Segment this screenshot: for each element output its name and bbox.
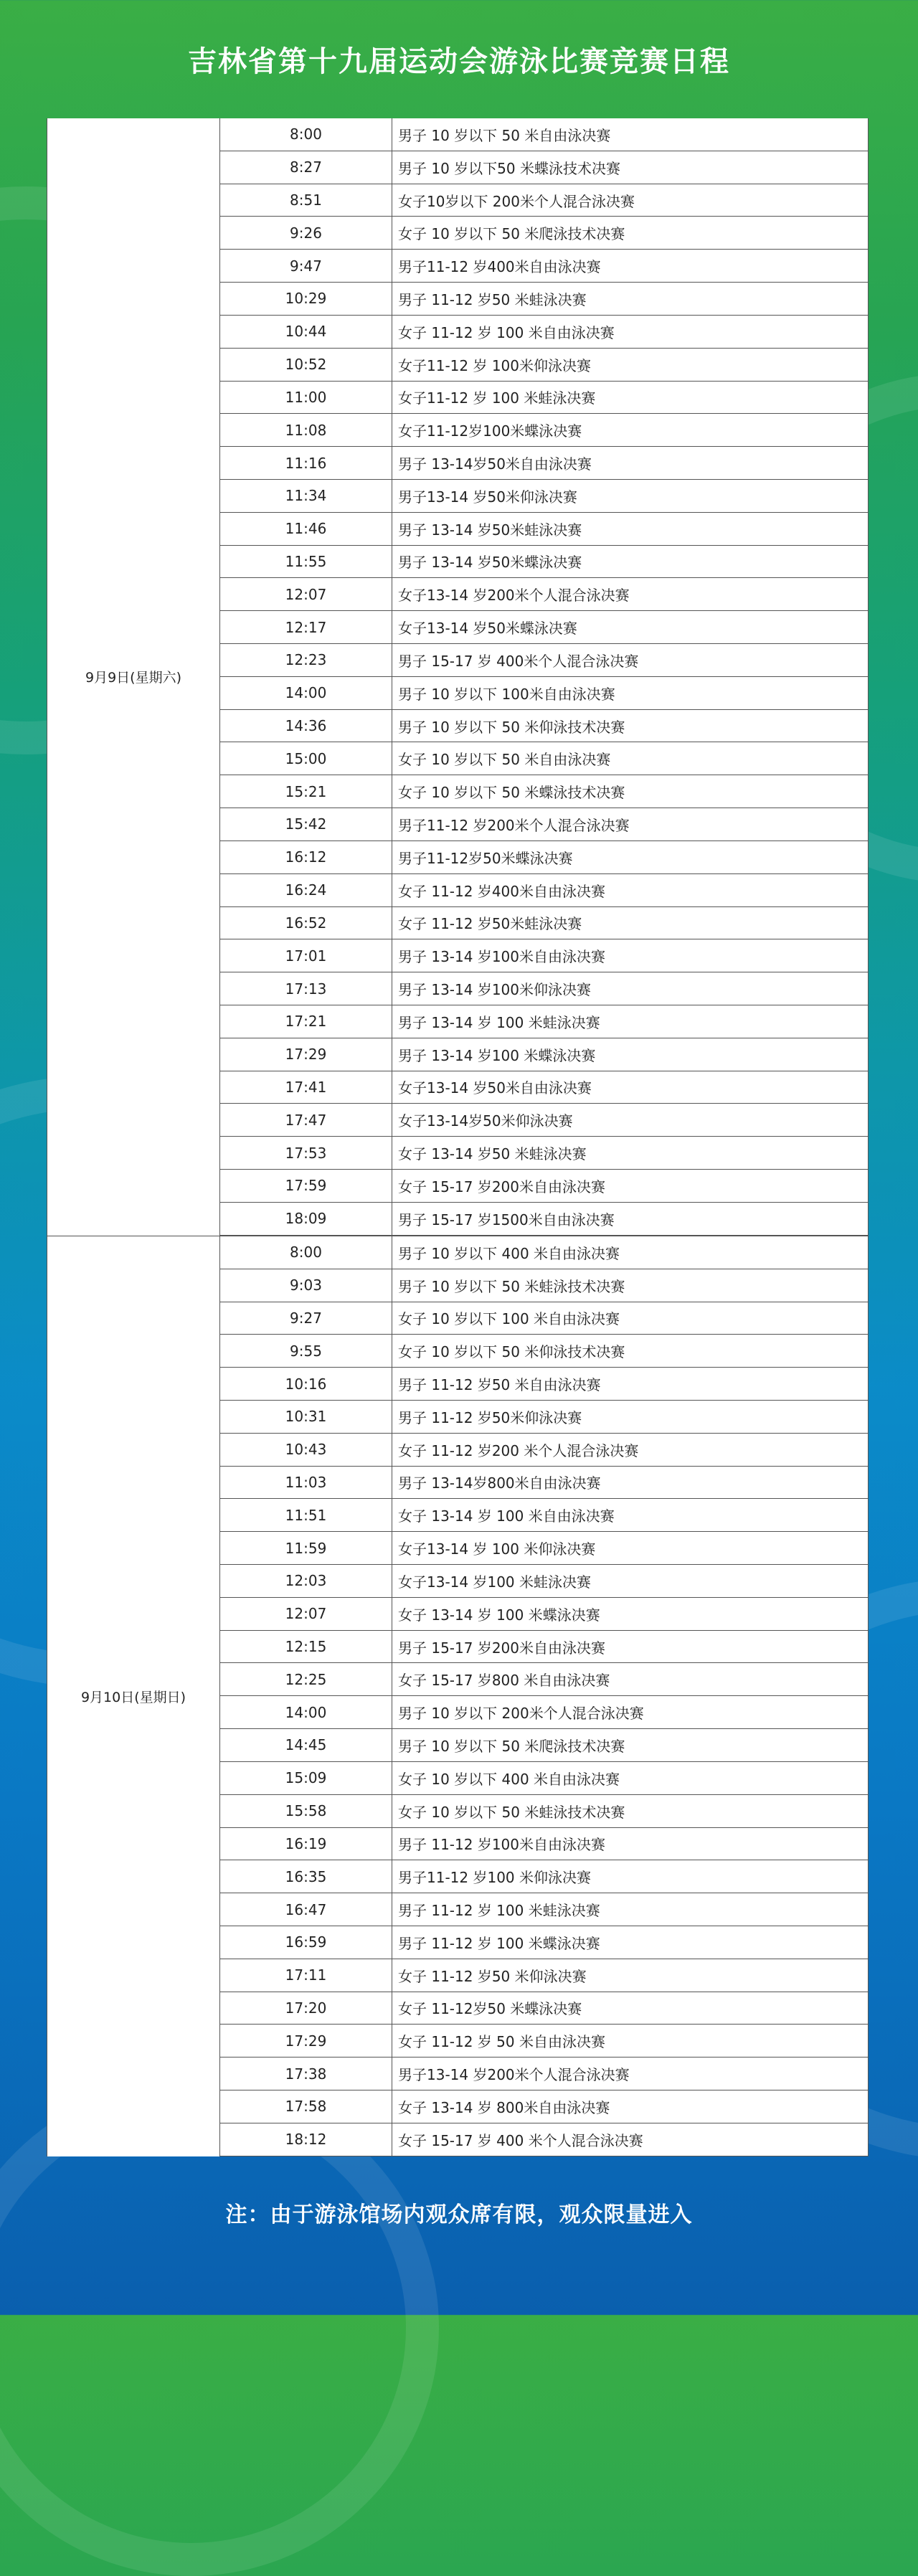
time-cell: 11:55 xyxy=(220,546,392,578)
table-row xyxy=(220,1499,869,1532)
time-cell: 11:16 xyxy=(220,447,392,479)
time-cell: 8:00 xyxy=(220,1236,392,1269)
event-cell: 女子 15-17 岁200米自由泳决赛 xyxy=(392,1170,869,1202)
time-cell: 9:03 xyxy=(220,1269,392,1302)
table-row xyxy=(220,1302,869,1335)
time-cell: 10:31 xyxy=(220,1401,392,1433)
event-cell: 男子 13-14岁50米自由泳决赛 xyxy=(392,447,869,479)
event-cell: 女子 15-17 岁 400 米个人混合泳决赛 xyxy=(392,2123,869,2156)
day-block-sep-9 xyxy=(47,118,869,1236)
event-cell: 男子 11-12 岁50米仰泳决赛 xyxy=(392,1401,869,1433)
time-cell: 17:29 xyxy=(220,1038,392,1071)
time-cell: 14:45 xyxy=(220,1729,392,1761)
event-cell: 女子11-12 岁 100米仰泳决赛 xyxy=(392,349,869,381)
time-cell: 15:21 xyxy=(220,775,392,808)
table-row xyxy=(220,2123,869,2156)
time-cell: 11:08 xyxy=(220,414,392,446)
schedule-table xyxy=(47,118,869,2156)
day-label: 9月10日(星期日) xyxy=(47,1236,220,2156)
table-row xyxy=(220,283,869,316)
table-row xyxy=(220,1795,869,1828)
time-cell: 14:36 xyxy=(220,710,392,742)
table-row xyxy=(220,414,869,447)
event-cell: 女子11-12岁100米蝶泳决赛 xyxy=(392,414,869,446)
time-cell: 9:47 xyxy=(220,250,392,282)
table-row xyxy=(220,578,869,611)
time-cell: 11:51 xyxy=(220,1499,392,1531)
time-cell: 15:42 xyxy=(220,808,392,840)
table-row xyxy=(220,644,869,677)
table-row xyxy=(220,1071,869,1104)
table-row xyxy=(220,1434,869,1467)
event-cell: 女子 13-14 岁50 米蛙泳决赛 xyxy=(392,1137,869,1169)
table-row xyxy=(220,1828,869,1861)
table-row xyxy=(220,1104,869,1137)
event-cell: 男子 13-14 岁100米仰泳决赛 xyxy=(392,972,869,1005)
table-row xyxy=(220,2058,869,2090)
time-cell: 16:19 xyxy=(220,1828,392,1860)
page-title: 吉林省第十九届运动会游泳比赛竞赛日程 xyxy=(188,45,730,78)
time-cell: 9:27 xyxy=(220,1302,392,1335)
event-cell: 男子13-14 岁200米个人混合泳决赛 xyxy=(392,2058,869,2090)
table-row xyxy=(220,1860,869,1893)
time-cell: 9:26 xyxy=(220,217,392,249)
table-row xyxy=(220,1532,869,1565)
table-row xyxy=(220,1959,869,1992)
table-row xyxy=(220,1467,869,1500)
time-cell: 10:52 xyxy=(220,349,392,381)
event-cell: 女子 10 岁以下 50 米自由泳决赛 xyxy=(392,742,869,775)
event-cell: 男子 11-12 岁50 米自由泳决赛 xyxy=(392,1368,869,1400)
time-cell: 10:44 xyxy=(220,316,392,348)
event-cell: 女子11-12 岁 100 米蛙泳决赛 xyxy=(392,382,869,414)
event-cell: 男子 13-14 岁100 米蝶泳决赛 xyxy=(392,1038,869,1071)
table-row xyxy=(220,118,869,151)
time-cell: 10:16 xyxy=(220,1368,392,1400)
time-cell: 10:29 xyxy=(220,283,392,315)
event-cell: 女子 10 岁以下 400 米自由泳决赛 xyxy=(392,1762,869,1794)
time-cell: 11:00 xyxy=(220,382,392,414)
day-rows xyxy=(220,118,869,1236)
table-row xyxy=(220,808,869,841)
time-cell: 16:24 xyxy=(220,874,392,906)
time-cell: 17:53 xyxy=(220,1137,392,1169)
event-cell: 男子13-14 岁50米仰泳决赛 xyxy=(392,480,869,512)
table-row xyxy=(220,1565,869,1598)
table-row xyxy=(220,874,869,907)
event-cell: 男子 13-14 岁50米蛙泳决赛 xyxy=(392,513,869,545)
table-row xyxy=(220,1762,869,1795)
table-row xyxy=(220,1992,869,2025)
table-row xyxy=(220,775,869,808)
day-block-sep-10 xyxy=(47,1236,869,2156)
event-cell: 女子 15-17 岁800 米自由泳决赛 xyxy=(392,1663,869,1695)
event-cell: 女子 11-12 岁50米蛙泳决赛 xyxy=(392,907,869,939)
event-cell: 男子 10 岁以下 400 米自由泳决赛 xyxy=(392,1236,869,1269)
table-row xyxy=(220,1335,869,1368)
event-cell: 女子 13-14 岁 100 米自由泳决赛 xyxy=(392,1499,869,1531)
event-cell: 男子 15-17 岁 400米个人混合泳决赛 xyxy=(392,644,869,676)
event-cell: 女子10岁以下 200米个人混合泳决赛 xyxy=(392,184,869,217)
time-cell: 17:41 xyxy=(220,1071,392,1104)
time-cell: 16:47 xyxy=(220,1893,392,1926)
table-row xyxy=(220,2025,869,2058)
table-row xyxy=(220,677,869,710)
time-cell: 17:01 xyxy=(220,939,392,972)
event-cell: 女子 11-12 岁200 米个人混合泳决赛 xyxy=(392,1434,869,1466)
event-cell: 男子 11-12 岁 100 米蛙泳决赛 xyxy=(392,1893,869,1926)
event-cell: 女子13-14 岁50米自由泳决赛 xyxy=(392,1071,869,1104)
time-cell: 12:23 xyxy=(220,644,392,676)
event-cell: 女子 10 岁以下 100 米自由泳决赛 xyxy=(392,1302,869,1335)
day-label: 9月9日(星期六) xyxy=(47,118,220,1236)
event-cell: 男子 10 岁以下 50 米仰泳技术决赛 xyxy=(392,710,869,742)
time-cell: 18:12 xyxy=(220,2123,392,2156)
time-cell: 17:21 xyxy=(220,1005,392,1038)
time-cell: 12:15 xyxy=(220,1631,392,1663)
table-row xyxy=(220,742,869,775)
event-cell: 男子 15-17 岁1500米自由泳决赛 xyxy=(392,1203,869,1235)
event-cell: 女子13-14岁50米仰泳决赛 xyxy=(392,1104,869,1136)
table-row xyxy=(220,710,869,743)
time-cell: 11:46 xyxy=(220,513,392,545)
event-cell: 女子 11-12 岁 50 米自由泳决赛 xyxy=(392,2025,869,2057)
time-cell: 15:09 xyxy=(220,1762,392,1794)
time-cell: 17:11 xyxy=(220,1959,392,1992)
table-row xyxy=(220,1401,869,1434)
time-cell: 8:00 xyxy=(220,118,392,151)
event-cell: 女子 10 岁以下 50 米爬泳技术决赛 xyxy=(392,217,869,249)
time-cell: 14:00 xyxy=(220,1696,392,1728)
event-cell: 女子 11-12 岁400米自由泳决赛 xyxy=(392,874,869,906)
table-row xyxy=(220,546,869,579)
footer-note: 注：由于游泳馆场内观众席有限，观众限量进入 xyxy=(225,2202,693,2227)
time-cell: 8:51 xyxy=(220,184,392,217)
time-cell: 12:17 xyxy=(220,611,392,643)
time-cell: 17:20 xyxy=(220,1992,392,2025)
table-row xyxy=(220,184,869,217)
event-cell: 女子 10 岁以下 50 米蛙泳技术决赛 xyxy=(392,1795,869,1827)
table-row xyxy=(220,1269,869,1302)
event-cell: 女子 10 岁以下 50 米蝶泳技术决赛 xyxy=(392,775,869,808)
table-row xyxy=(220,1893,869,1926)
event-cell: 女子13-14 岁200米个人混合泳决赛 xyxy=(392,578,869,610)
time-cell: 17:47 xyxy=(220,1104,392,1136)
event-cell: 女子 11-12岁50 米蝶泳决赛 xyxy=(392,1992,869,2025)
event-cell: 男子 11-12 岁 100 米蝶泳决赛 xyxy=(392,1926,869,1959)
time-cell: 8:27 xyxy=(220,151,392,184)
day-rows xyxy=(220,1236,869,2156)
table-row xyxy=(220,1631,869,1664)
time-cell: 18:09 xyxy=(220,1203,392,1235)
event-cell: 男子 10 岁以下 50 米爬泳技术决赛 xyxy=(392,1729,869,1761)
time-cell: 16:59 xyxy=(220,1926,392,1959)
event-cell: 男子 13-14 岁 100 米蛙泳决赛 xyxy=(392,1005,869,1038)
table-row xyxy=(220,513,869,546)
table-row xyxy=(220,217,869,250)
table-row xyxy=(220,151,869,184)
table-row xyxy=(220,939,869,972)
event-cell: 男子 10 岁以下 100米自由泳决赛 xyxy=(392,677,869,709)
time-cell: 16:52 xyxy=(220,907,392,939)
time-cell: 16:12 xyxy=(220,841,392,873)
event-cell: 男子 11-12 岁100米自由泳决赛 xyxy=(392,1828,869,1860)
event-cell: 男子 13-14 岁50米蝶泳决赛 xyxy=(392,546,869,578)
event-cell: 男子11-12 岁200米个人混合泳决赛 xyxy=(392,808,869,840)
event-cell: 女子 11-12 岁 100 米自由泳决赛 xyxy=(392,316,869,348)
time-cell: 12:07 xyxy=(220,578,392,610)
event-cell: 男子 13-14岁800米自由泳决赛 xyxy=(392,1467,869,1499)
time-cell: 12:07 xyxy=(220,1598,392,1630)
time-cell: 17:29 xyxy=(220,2025,392,2057)
table-row xyxy=(220,1236,869,1269)
table-row xyxy=(220,447,869,480)
time-cell: 9:55 xyxy=(220,1335,392,1367)
time-cell: 11:59 xyxy=(220,1532,392,1564)
table-row xyxy=(220,316,869,349)
table-row xyxy=(220,1368,869,1401)
event-cell: 女子 13-14 岁 800米自由泳决赛 xyxy=(392,2090,869,2123)
time-cell: 11:34 xyxy=(220,480,392,512)
table-row xyxy=(220,1696,869,1729)
event-cell: 女子 11-12 岁50 米仰泳决赛 xyxy=(392,1959,869,1992)
time-cell: 14:00 xyxy=(220,677,392,709)
event-cell: 男子 10 岁以下50 米蝶泳技术决赛 xyxy=(392,151,869,184)
table-row xyxy=(220,250,869,283)
table-row xyxy=(220,382,869,415)
time-cell: 17:58 xyxy=(220,2090,392,2123)
event-cell: 男子11-12 岁100 米仰泳决赛 xyxy=(392,1860,869,1893)
event-cell: 男子 10 岁以下 200米个人混合泳决赛 xyxy=(392,1696,869,1728)
table-row xyxy=(220,1729,869,1762)
table-row xyxy=(220,349,869,382)
time-cell: 15:58 xyxy=(220,1795,392,1827)
table-row xyxy=(220,480,869,513)
table-row xyxy=(220,907,869,940)
table-row xyxy=(220,841,869,874)
time-cell: 12:03 xyxy=(220,1565,392,1597)
table-row xyxy=(220,611,869,644)
time-cell: 17:13 xyxy=(220,972,392,1005)
table-row xyxy=(220,1203,869,1236)
event-cell: 男子 13-14 岁100米自由泳决赛 xyxy=(392,939,869,972)
event-cell: 男子 11-12 岁50 米蛙泳决赛 xyxy=(392,283,869,315)
event-cell: 女子 10 岁以下 50 米仰泳技术决赛 xyxy=(392,1335,869,1367)
table-row xyxy=(220,2090,869,2123)
table-row xyxy=(220,1005,869,1038)
time-cell: 17:59 xyxy=(220,1170,392,1202)
event-cell: 男子 15-17 岁200米自由泳决赛 xyxy=(392,1631,869,1663)
table-row xyxy=(220,1598,869,1631)
time-cell: 17:38 xyxy=(220,2058,392,2090)
time-cell: 12:25 xyxy=(220,1663,392,1695)
time-cell: 15:00 xyxy=(220,742,392,775)
event-cell: 男子11-12岁50米蝶泳决赛 xyxy=(392,841,869,873)
table-row xyxy=(220,1926,869,1959)
event-cell: 女子 13-14 岁 100 米蝶泳决赛 xyxy=(392,1598,869,1630)
time-cell: 10:43 xyxy=(220,1434,392,1466)
table-row xyxy=(220,1663,869,1696)
table-row xyxy=(220,1038,869,1071)
event-cell: 男子11-12 岁400米自由泳决赛 xyxy=(392,250,869,282)
table-row xyxy=(220,1137,869,1170)
time-cell: 11:03 xyxy=(220,1467,392,1499)
event-cell: 男子 10 岁以下 50 米蛙泳技术决赛 xyxy=(392,1269,869,1302)
event-cell: 女子13-14 岁50米蝶泳决赛 xyxy=(392,611,869,643)
table-row xyxy=(220,1170,869,1203)
event-cell: 女子13-14 岁100 米蛙泳决赛 xyxy=(392,1565,869,1597)
time-cell: 16:35 xyxy=(220,1860,392,1893)
table-row xyxy=(220,972,869,1005)
event-cell: 男子 10 岁以下 50 米自由泳决赛 xyxy=(392,118,869,151)
event-cell: 女子13-14 岁 100 米仰泳决赛 xyxy=(392,1532,869,1564)
